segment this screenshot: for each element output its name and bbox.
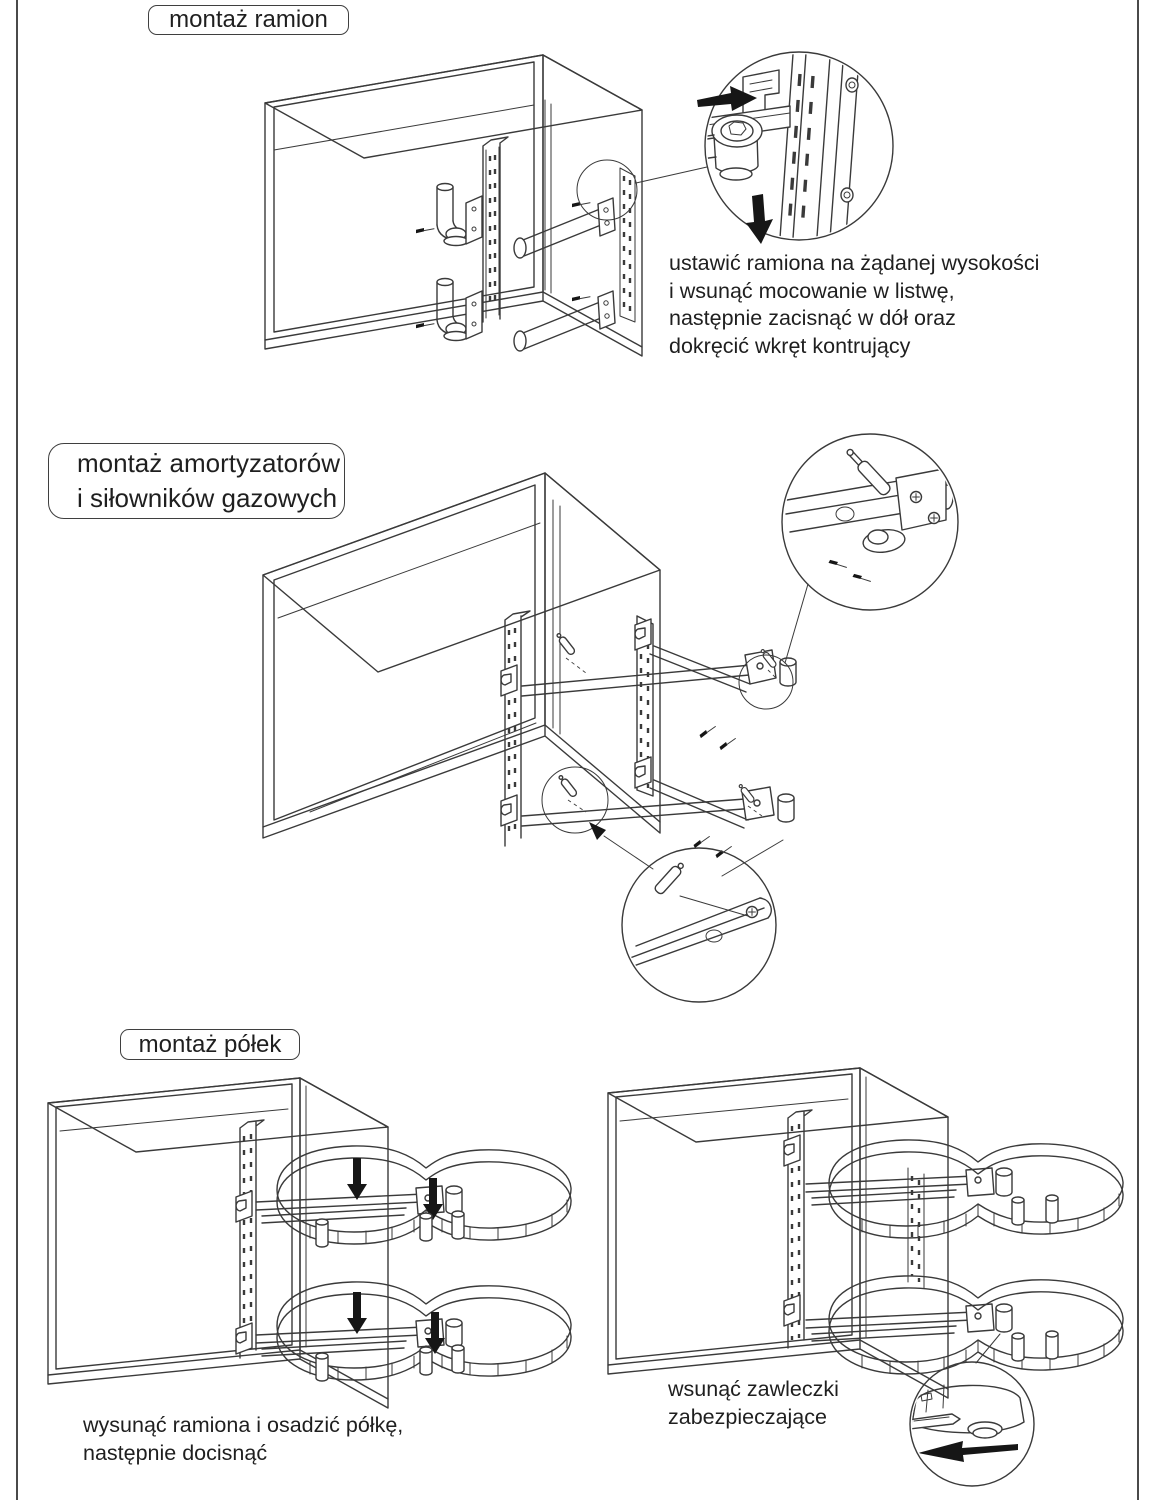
damper-pin-detail [622,848,776,1002]
support-arm-right-upper [514,198,615,258]
dampers-assembly-diagram [263,434,958,1002]
section-title-dampers [48,443,345,519]
instruction-line: ustawić ramiona na żądanej wysokości [669,251,1040,275]
instruction-line: wysunąć ramiona i osadzić półkę, [83,1413,404,1437]
arms-instruction-text [669,250,1039,360]
press-shelf-arrow-icon [347,1158,367,1200]
detail-leader-line [604,836,653,869]
detail-leader-line [636,167,707,183]
pivot-arm-left-lower [416,279,482,341]
arm-pair-upper [522,646,796,750]
instruction-line: następnie zacisnąć w dół oraz [669,306,956,330]
section-title-label: montaż półek [138,1030,282,1058]
section-title-line: montaż amortyzatorów [77,448,340,478]
press-shelf-arrow-icon [347,1292,367,1334]
bracket-mounting-detail [680,52,893,244]
gas-spring-mount-detail [782,434,958,610]
detail-leader-line [785,584,808,663]
shelves-instruction-left-text [83,1412,403,1467]
section-title-arms [148,5,349,35]
gas-spring-pins [555,632,778,816]
insert-pin-arrow-icon [918,1441,1018,1462]
press-down-arrow-icon [746,194,773,244]
support-arm-right-lower [514,291,615,351]
shelves-assembly-diagram-left [48,1078,571,1408]
instruction-line: i wsunąć mocowanie w listwę, [669,278,955,303]
cabinet-isometric [608,1068,948,1398]
pivot-arm-left-upper [416,184,482,246]
arm-pair-lower [522,780,794,858]
instruction-line: dokręcić wkręt kontrujący [669,333,911,358]
safety-pin-detail [908,1362,1034,1486]
section-title-label: montaż ramion [169,6,328,33]
instruction-line: zabezpieczające [668,1404,827,1429]
instruction-line: wsunąć zawleczki [668,1377,839,1401]
shelves-instruction-right-text [668,1376,839,1431]
highlight-circle-lower-joint [542,767,608,833]
instruction-line: następnie docisnąć [83,1440,268,1465]
detail-leader-line [722,840,783,876]
section-title-shelves [120,1029,300,1060]
section-title-line: i siłowników gazowych [77,483,338,513]
cabinet-isometric [263,473,660,846]
